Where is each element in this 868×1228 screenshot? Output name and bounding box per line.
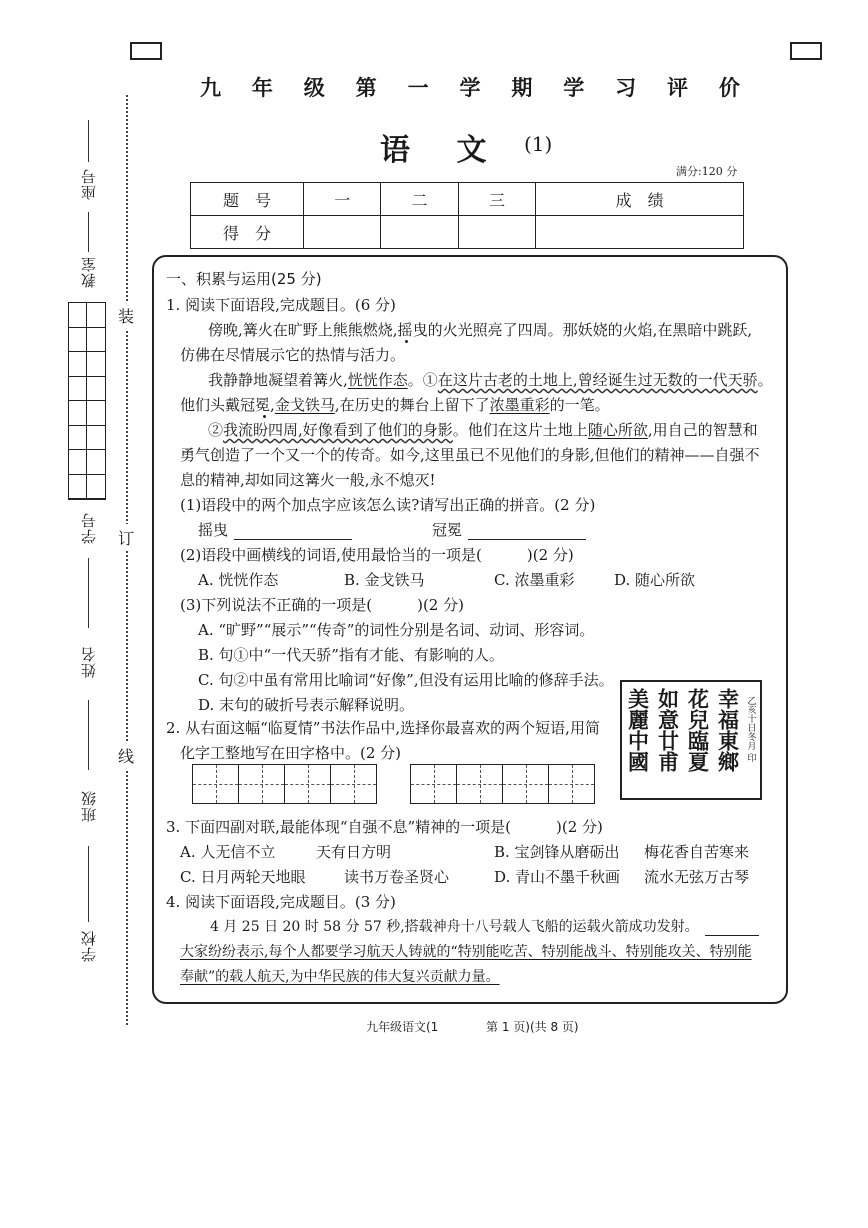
q4-passage-line: [210, 916, 759, 936]
q1-sub3: (3)下列说法不正确的一项是( )(2 分): [180, 596, 464, 614]
option: D. 随心所欲: [614, 571, 696, 589]
tianzige-cell[interactable]: [239, 765, 285, 803]
student-id-label: 学号: [80, 512, 98, 544]
passage-text: 我静静地凝望着篝火,: [208, 371, 348, 389]
title-char: 学: [563, 76, 585, 100]
title-char: 一: [407, 76, 429, 100]
passage-text: 4 月 25 日 20 时 58 分 57 秒,搭载神舟十八号载人飞船的运载火箭成功发射。: [210, 919, 699, 935]
underlined-word: 随心所欲: [587, 421, 648, 439]
score-input-cell[interactable]: [304, 216, 381, 249]
q1-sub2: (2)语段中画横线的词语,使用最恰当的一项是( )(2 分): [180, 546, 574, 564]
tianzige-cell[interactable]: [331, 765, 376, 803]
passage-text: 。①: [407, 371, 438, 389]
classroom-label: 教室: [80, 256, 98, 288]
tianzige-cell[interactable]: [411, 765, 457, 803]
subject-title: 语 文: [380, 133, 505, 168]
full-score: 满分:120 分: [676, 165, 738, 178]
option: A. “旷野”“展示”“传奇”的词性分别是名词、动词、形容词。: [198, 621, 595, 639]
name-label: 姓名: [80, 646, 98, 678]
option: 梅花香自苦寒来: [644, 843, 750, 861]
tianzige-cell[interactable]: [503, 765, 549, 803]
tianzige-cell[interactable]: [457, 765, 503, 803]
score-input-cell[interactable]: [381, 216, 458, 249]
option: 读书万卷圣贤心: [344, 868, 450, 886]
table-cell: 二: [381, 183, 458, 216]
class-label: 班级: [80, 790, 98, 822]
title-char: 年: [251, 76, 273, 100]
wavy-underlined-sentence: 我流盼四周,好像看到了他们的身影: [223, 421, 453, 439]
title-char: 价: [718, 76, 740, 100]
underlined-word: 浓墨重彩: [489, 396, 550, 414]
passage-text: 。: [757, 371, 773, 389]
q1-passage-line: [180, 394, 610, 415]
q1-stem: 1. 阅读下面语段,完成题目。(6 分): [166, 296, 396, 314]
binding-char-zhuang: 装: [118, 302, 134, 329]
passage-text: ,在历史的舞台上留下了: [334, 396, 490, 414]
seat-label: 座号: [80, 168, 98, 200]
tianzige-cell[interactable]: [549, 765, 594, 803]
dotted-char: 摇: [397, 321, 413, 339]
underlined-word: 金戈铁马: [274, 396, 335, 414]
calligraphy-column: 花兒臨夏: [685, 688, 711, 772]
q2-stem: 化字工整地写在田字格中。(2 分): [180, 744, 402, 762]
title-char: 习: [615, 76, 637, 100]
class-rule: [88, 700, 89, 770]
section-title: 一、积累与运用(25 分): [166, 270, 322, 288]
option: B. 宝剑锋从磨砺出: [494, 843, 620, 861]
q1-sub1-answer-b: [432, 519, 586, 540]
passage-text: 。他们在这片土地上: [452, 421, 588, 439]
student-id-box[interactable]: [68, 302, 106, 500]
calligraphy-inscription: 乙亥十日冬月 印: [745, 696, 756, 762]
passage-text: ②: [208, 421, 224, 439]
answer-blank[interactable]: [234, 539, 352, 540]
q1-passage-line: [208, 319, 752, 340]
calligraphy-artwork: [620, 680, 762, 800]
title-char: 学: [459, 76, 481, 100]
title-char: 级: [303, 76, 325, 100]
tianzige-cell[interactable]: [193, 765, 239, 803]
underlined-sentence: 奉献”的载人航天,为中华民族的伟大复兴贡献力量。: [180, 969, 500, 985]
binding-dotted-line: [126, 95, 128, 1025]
answer-label: 摇曳: [198, 521, 229, 539]
passage-text: 的火光照亮了四周。那妖娆的火焰,在黑暗中跳跃,: [427, 321, 753, 339]
school-rule: [88, 846, 89, 922]
title-char: 九: [200, 76, 221, 100]
q1-passage-line: [208, 419, 758, 440]
option: A. 人无信不立: [180, 843, 276, 861]
dotted-char: 冕: [255, 396, 271, 414]
classroom-rule: [88, 212, 89, 252]
table-cell: 题 号: [191, 183, 304, 216]
q4-stem: 4. 阅读下面语段,完成题目。(3 分): [166, 893, 396, 911]
option: B. 句①中“一代天骄”指有才能、有影响的人。: [198, 646, 504, 664]
q2-stem: 2. 从右面这幅“临夏情”书法作品中,选择你最喜欢的两个短语,用简: [166, 719, 600, 737]
option: B. 金戈铁马: [344, 571, 425, 589]
score-table: [190, 182, 744, 249]
q1-passage-line: 息的精神,却如同这篝火一般,永不熄灭!: [180, 471, 436, 489]
option: A. 恍恍作态: [198, 571, 279, 589]
exam-title: [200, 72, 740, 102]
tianzige-grid-2[interactable]: [410, 764, 595, 804]
footer-subject: 九年级语文(1: [366, 1020, 439, 1034]
passage-text: 傍晚,篝火在旷野上熊熊燃烧,: [208, 321, 398, 339]
option: D. 末句的破折号表示解释说明。: [198, 696, 415, 714]
corner-mark-right: [790, 42, 822, 60]
school-label: 学校: [80, 930, 98, 962]
score-table-header-row: [191, 183, 744, 216]
option: C. 日月两轮天地眼: [180, 868, 306, 886]
option: D. 青山不墨千秋画: [494, 868, 621, 886]
table-cell: 三: [458, 183, 535, 216]
table-cell: 成 绩: [536, 183, 744, 216]
seat-rule: [88, 120, 89, 162]
binding-char-ding: 订: [118, 524, 134, 551]
option: 流水无弦万古琴: [644, 868, 750, 886]
subject-number: (1): [524, 132, 553, 156]
calligraphy-column: 如意廿甫: [655, 688, 681, 772]
corner-mark-left: [130, 42, 162, 60]
score-table-score-row: [191, 216, 744, 249]
wavy-underlined-sentence: 在这片古老的土地上,曾经诞生过无数的一代天骄: [437, 371, 758, 389]
q4-passage-line: [180, 941, 752, 961]
answer-blank[interactable]: [705, 935, 759, 936]
title-char: 评: [667, 76, 689, 100]
tianzige-grid-1[interactable]: [192, 764, 377, 804]
passage-text: ,用自己的智慧和: [647, 421, 758, 439]
table-cell: 一: [304, 183, 381, 216]
q4-passage-line: [180, 966, 500, 986]
name-rule: [88, 558, 89, 628]
passage-text: 曳: [412, 321, 428, 339]
passage-text: ,: [270, 396, 275, 414]
q3-stem: 3. 下面四副对联,最能体现“自强不息”精神的一项是( )(2 分): [166, 818, 603, 836]
tianzige-cell[interactable]: [285, 765, 331, 803]
underlined-word: 恍恍作态: [347, 371, 408, 389]
underlined-sentence: 大家纷纷表示,每个人都要学习航天人铸就的“特别能吃苦、特别能战斗、特别能攻关、特别能: [180, 944, 752, 960]
footer-page: 第 1 页)(共 8 页): [486, 1020, 579, 1034]
q1-passage-line: [208, 369, 773, 390]
binding-char-xian: 线: [118, 742, 134, 769]
title-char: 第: [355, 76, 377, 100]
passage-text: 他们头戴冠: [180, 396, 256, 414]
q1-passage-line: 勇气创造了一个又一个的传奇。如今,这里虽已不见他们的身影,但他们的精神——自强不: [180, 446, 760, 464]
q1-sub1: (1)语段中的两个加点字应该怎么读?请写出正确的拼音。(2 分): [180, 496, 596, 514]
option: 天有日方明: [316, 843, 392, 861]
calligraphy-column: 美麗中國: [625, 688, 651, 772]
score-input-cell[interactable]: [536, 216, 744, 249]
q1-sub1-answer-a: [198, 519, 352, 540]
option: C. 句②中虽有常用比喻词“好像”,但没有运用比喻的修辞手法。: [198, 671, 614, 689]
answer-blank[interactable]: [468, 539, 586, 540]
q1-passage-line: 仿佛在尽情展示它的热情与活力。: [180, 346, 406, 364]
title-char: 期: [511, 76, 533, 100]
option: C. 浓墨重彩: [494, 571, 575, 589]
passage-text: 的一笔。: [549, 396, 610, 414]
answer-label: 冠冕: [432, 521, 463, 539]
calligraphy-column: 幸福東鄉: [715, 688, 741, 772]
table-cell: 得 分: [191, 216, 304, 249]
score-input-cell[interactable]: [458, 216, 535, 249]
